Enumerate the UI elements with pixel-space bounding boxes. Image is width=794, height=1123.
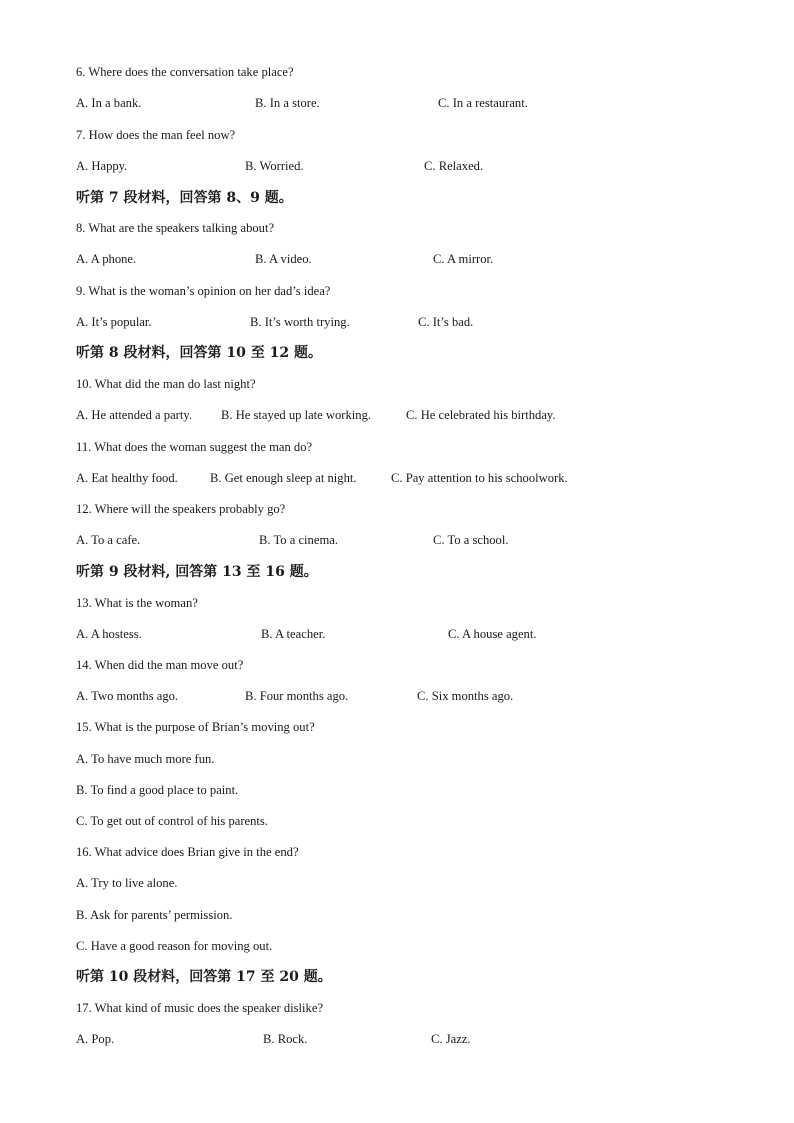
question-line: 14. When did the man move out? (76, 658, 244, 672)
answer-option: C. In a restaurant. (438, 96, 528, 110)
answer-option: B. To a cinema. (259, 533, 338, 547)
answer-option: B. A video. (255, 252, 312, 266)
answer-option: A. To a cafe. (76, 533, 141, 547)
question-line: C. Have a good reason for moving out. (76, 939, 273, 953)
answer-option: A. Happy. (76, 159, 128, 173)
answer-option: B. Worried. (245, 159, 304, 173)
question-line: B. Ask for parents’ permission. (76, 908, 233, 922)
question-line: 8. What are the speakers talking about? (76, 221, 275, 235)
question-line: 16. What advice does Brian give in the end? (76, 845, 299, 859)
question-line: B. To find a good place to paint. (76, 783, 239, 797)
answer-option: C. Pay attention to his schoolwork. (391, 471, 568, 485)
answer-option: B. Four months ago. (245, 689, 349, 703)
section-heading: 听第 8 段材料，回答第 10 至 12 题。 (76, 345, 322, 361)
answer-option: C. A house agent. (448, 627, 537, 641)
answer-option: B. Get enough sleep at night. (210, 471, 357, 485)
answer-option: C. He celebrated his birthday. (406, 408, 556, 422)
answer-option: A. Two months ago. (76, 689, 179, 703)
answer-option: A. A phone. (76, 252, 137, 266)
question-line: 10. What did the man do last night? (76, 377, 256, 391)
answer-option: B. It’s worth trying. (250, 315, 350, 329)
answer-option: A. He attended a party. (76, 408, 192, 422)
question-line: 6. Where does the conversation take place? (76, 65, 294, 79)
answer-option: B. He stayed up late working. (221, 408, 372, 422)
answer-option: A. A hostess. (76, 627, 142, 641)
answer-option: A. In a bank. (76, 96, 142, 110)
answer-option: C. It’s bad. (418, 315, 474, 329)
question-line: 7. How does the man feel now? (76, 128, 236, 142)
question-line: 9. What is the woman’s opinion on her dad’s idea? (76, 284, 331, 298)
question-line: 15. What is the purpose of Brian’s moving out? (76, 720, 315, 734)
answer-option: C. To a school. (433, 533, 509, 547)
section-heading: 听第 7 段材料，回答第 8、9 题。 (76, 190, 293, 206)
question-line: 12. Where will the speakers probably go? (76, 502, 286, 516)
answer-option: C. Relaxed. (424, 159, 484, 173)
answer-option: B. In a store. (255, 96, 320, 110)
answer-option: B. A teacher. (261, 627, 326, 641)
answer-option: C. Six months ago. (417, 689, 514, 703)
question-line: C. To get out of control of his parents. (76, 814, 268, 828)
answer-option: C. Jazz. (431, 1032, 471, 1046)
question-line: 17. What kind of music does the speaker dislike? (76, 1001, 324, 1015)
answer-option: C. A mirror. (433, 252, 494, 266)
answer-option: A. Eat healthy food. (76, 471, 178, 485)
question-line: 13. What is the woman? (76, 596, 198, 610)
section-heading: 听第 10 段材料，回答第 17 至 20 题。 (76, 969, 332, 985)
section-heading: 听第 9 段材料, 回答第 13 至 16 题。 (76, 564, 318, 580)
question-line: A. To have much more fun. (76, 752, 215, 766)
answer-option: A. It’s popular. (76, 315, 152, 329)
question-line: A. Try to live alone. (76, 876, 178, 890)
question-line: 11. What does the woman suggest the man do? (76, 440, 313, 454)
answer-option: A. Pop. (76, 1032, 115, 1046)
answer-option: B. Rock. (263, 1032, 308, 1046)
